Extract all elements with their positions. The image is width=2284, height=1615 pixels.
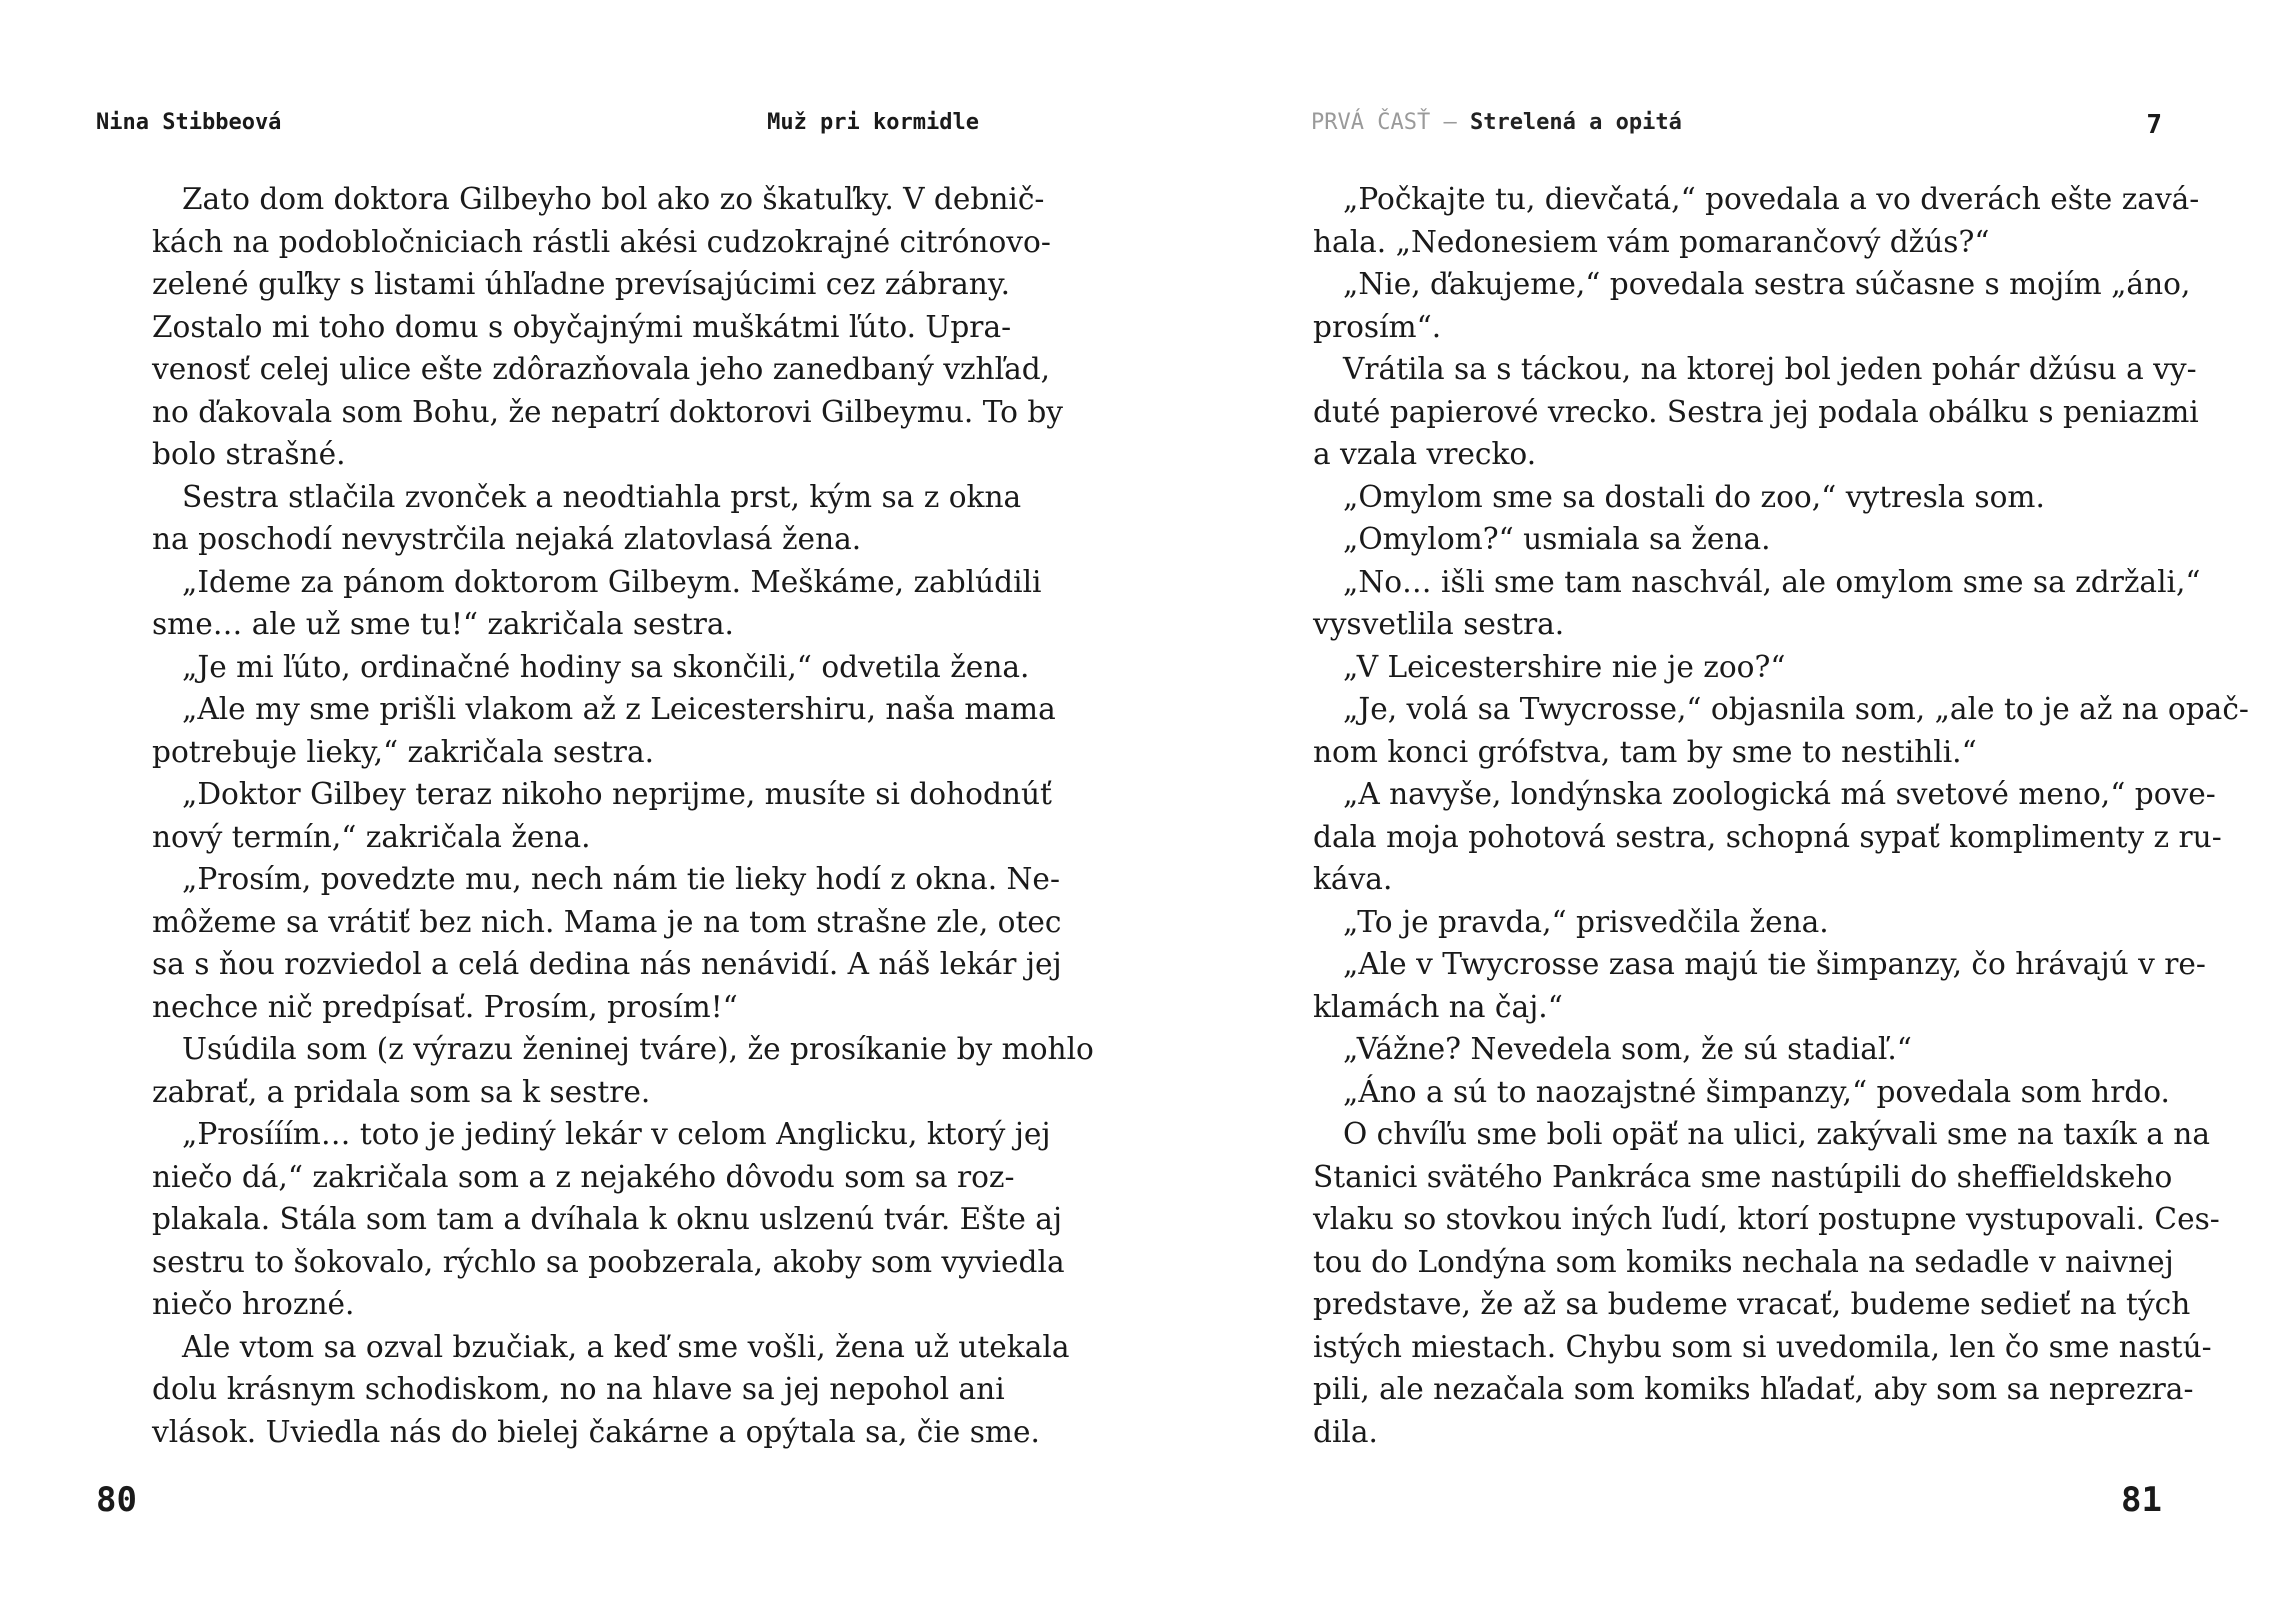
page-number-left: 80 — [96, 1480, 137, 1520]
text-line: tou do Londýna som komiks nechala na sedadle v naivnej — [1313, 1244, 2174, 1279]
text-line: dolu krásnym schodiskom, no na hlave sa jej nepohol ani — [152, 1372, 1005, 1406]
text-line: prosím“. — [1313, 309, 1442, 344]
text-line: „Vážne? Nevedela som, že sú stadiaľ.“ — [1343, 1032, 1912, 1066]
page-number-right: 81 — [2121, 1480, 2162, 1520]
text-line: „Ale v Twycrosse zasa majú tie šimpanzy, čo hrávajú v re- — [1343, 947, 2206, 981]
running-head-part-label: PRVÁ ČASŤ – — [1311, 110, 1457, 135]
text-line: no ďakovala som Bohu, že nepatrí doktorovi Gilbeymu. To by — [152, 394, 1064, 429]
text-line: Stanici svätého Pankráca sme nastúpili do sheffieldskeho — [1313, 1159, 2173, 1194]
left-page-body-text — [152, 178, 1094, 1453]
text-line: „To je pravda,“ prisvedčila žena. — [1343, 904, 1829, 939]
text-line: „Áno a sú to naozajstné šimpanzy,“ povedala som hrdo. — [1343, 1074, 2170, 1109]
text-line: nom konci grófstva, tam by sme to nestihli.“ — [1313, 734, 1977, 769]
text-line: „No… išli sme tam naschvál, ale omylom sme sa zdržali,“ — [1343, 564, 2201, 599]
text-line: zabrať, a pridala som sa k sestre. — [152, 1074, 651, 1109]
text-line: „Je, volá sa Twycrosse,“ objasnila som, „ale to je až na opač- — [1343, 692, 2249, 726]
text-line: dala moja pohotová sestra, schopná sypať komplimenty z ru- — [1313, 819, 2222, 854]
text-line: Ale vtom sa ozval bzučiak, a keď sme vošli, žena už utekala — [182, 1329, 1070, 1364]
text-line: vlaku so stovkou iných ľudí, ktorí postupne vystupovali. Ces- — [1313, 1202, 2220, 1236]
text-line: Zato dom doktora Gilbeyho bol ako zo škatuľky. V debnič- — [182, 182, 1045, 216]
text-line: Usúdila som (z výrazu ženinej tváre), že prosíkanie by mohlo — [182, 1032, 1094, 1066]
text-line: nechce nič predpísať. Prosím, prosím!“ — [152, 989, 738, 1024]
text-line: niečo hrozné. — [152, 1287, 355, 1321]
text-line: môžeme sa vrátiť bez nich. Mama je na tom strašne zle, otec — [152, 904, 1062, 939]
text-line: duté papierové vrecko. Sestra jej podala obálku s peniazmi — [1313, 394, 2199, 429]
text-line: „A navyše, londýnska zoologická má svetové meno,“ pove- — [1343, 777, 2216, 811]
right-page — [1142, 0, 2284, 1615]
text-line: „Je mi ľúto, ordinačné hodiny sa skončili,“ odvetila žena. — [182, 649, 1030, 684]
text-line: vlások. Uviedla nás do bielej čakárne a opýtala sa, čie sme. — [152, 1414, 1040, 1449]
text-line: hala. „Nedonesiem vám pomarančový džús?“ — [1313, 224, 1990, 259]
text-line: vysvetlila sestra. — [1313, 607, 1565, 641]
text-line: „Prosííím… toto je jediný lekár v celom Anglicku, ktorý jej — [182, 1117, 1051, 1151]
text-line: bolo strašné. — [152, 437, 346, 471]
text-line: „Omylom sme sa dostali do zoo,“ vytresla som. — [1343, 479, 2045, 514]
text-line: predstave, že až sa budeme vracať, budeme sedieť na tých — [1313, 1287, 2191, 1321]
text-line: plakala. Stála som tam a dvíhala k oknu uslzenú tvár. Ešte aj — [152, 1202, 1063, 1236]
text-line: kách na podobločniciach rástli akési cudzokrajné citrónovo- — [152, 224, 1051, 259]
right-page-body-text — [1313, 178, 2249, 1453]
text-line: sme… ale už sme tu!“ zakričala sestra. — [152, 607, 734, 641]
text-line: „V Leicestershire nie je zoo?“ — [1343, 649, 1786, 684]
text-line: „Omylom?“ usmiala sa žena. — [1343, 522, 1771, 556]
text-line: zelené guľky s listami úhľadne prevísajúcimi cez zábrany. — [152, 267, 1011, 301]
text-line: Vrátila sa s táckou, na ktorej bol jeden pohár džúsu a vy- — [1343, 352, 2197, 386]
running-head-chapter-number: 7 — [2146, 110, 2162, 140]
text-line: pili, ale nezačala som komiks hľadať, aby som sa neprezra- — [1313, 1372, 2194, 1406]
text-line: nový termín,“ zakričala žena. — [152, 819, 591, 854]
text-line: „Doktor Gilbey teraz nikoho neprijme, musíte si dohodnúť — [182, 777, 1052, 811]
text-line: Zostalo mi toho domu s obyčajnými muškátmi ľúto. Upra- — [152, 309, 1012, 344]
running-head-author: Nina Stibbeová — [96, 110, 282, 135]
text-line: venosť celej ulice ešte zdôrazňovala jeho zanedbaný vzhľad, — [152, 352, 1051, 386]
text-line: a vzala vrecko. — [1313, 437, 1537, 471]
text-line: „Ale my sme prišli vlakom až z Leicestershiru, naša mama — [182, 692, 1056, 726]
text-line: „Nie, ďakujeme,“ povedala sestra súčasne s mojím „áno, — [1343, 267, 2191, 301]
running-head-book-title: Muž pri kormidle — [767, 110, 979, 135]
text-line: O chvíľu sme boli opäť na ulici, zakývali sme na taxík a na — [1343, 1117, 2210, 1151]
text-line: „Prosím, povedzte mu, nech nám tie lieky hodí z okna. Ne- — [182, 862, 1060, 896]
text-line: „Počkajte tu, dievčatá,“ povedala a vo dverách ešte zavá- — [1343, 182, 2200, 216]
text-line: potrebuje lieky,“ zakričala sestra. — [152, 734, 655, 769]
text-line: Sestra stlačila zvonček a neodtiahla prst, kým sa z okna — [182, 479, 1022, 514]
text-line: „Ideme za pánom doktorom Gilbeym. Meškáme, zablúdili — [182, 564, 1042, 599]
text-line: sestru to šokovalo, rýchlo sa poobzerala, akoby som vyviedla — [152, 1244, 1065, 1279]
running-head-chapter — [1311, 110, 1682, 135]
text-line: klamách na čaj.“ — [1313, 989, 1563, 1024]
text-line: na poschodí nevystrčila nejaká zlatovlasá žena. — [152, 522, 862, 556]
running-head-chapter-title: Strelená a opitá — [1469, 110, 1682, 135]
text-line: sa s ňou rozviedol a celá dedina nás nenávidí. A náš lekár jej — [152, 947, 1062, 981]
text-line: káva. — [1313, 862, 1393, 896]
text-line: istých miestach. Chybu som si uvedomila, len čo sme nastú- — [1313, 1329, 2212, 1364]
text-line: niečo dá,“ zakričala som a z nejakého dôvodu som sa roz- — [152, 1159, 1015, 1194]
text-line: dila. — [1313, 1414, 1378, 1449]
